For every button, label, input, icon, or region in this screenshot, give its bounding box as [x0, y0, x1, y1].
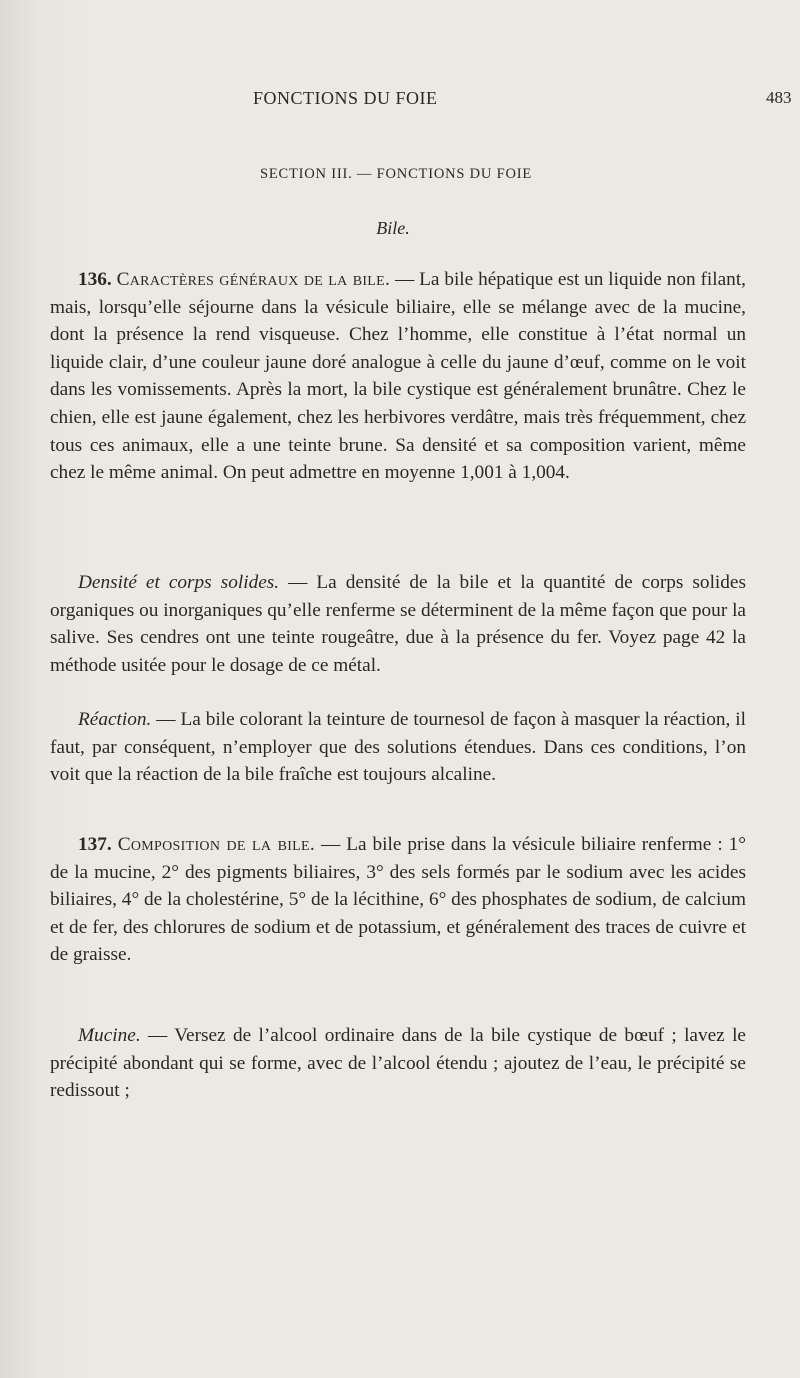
paragraph-text: — La bile colorant la teinture de tournesol de façon à masquer la réaction, il faut, par conséquent, n’employer que des solutions étendues. Dans ces conditions, l’on voit que la réaction de la bile fraîche est toujours alcaline.	[50, 709, 746, 786]
paragraph-136	[50, 266, 746, 487]
subheading: Bile.	[376, 218, 410, 238]
paragraph-heading: Mucine.	[78, 1025, 141, 1046]
paragraph-number: 137.	[78, 834, 112, 855]
paragraph-heading: Réaction.	[78, 709, 152, 730]
paragraph-densite	[50, 569, 746, 679]
running-head	[0, 88, 800, 112]
paragraph-heading: Densité et corps solides.	[78, 572, 280, 593]
paragraph-text: — La bile prise dans la vésicule biliaire renferme : 1° de la mucine, 2° des pigments biliaires, 3° des sels formés par le sodium avec les acides biliaires, 4° de la cholestérine, 5° de la lécithine, 6° des phosphates de sodium, de calcium et de fer, des chlorures de sodium et de potassium, et généralement des traces de cuivre et de graisse.	[50, 834, 747, 966]
running-head-title: FONCTIONS DU FOIE	[253, 88, 438, 108]
paragraph-text: — La bile hépatique est un liquide non filant, mais, lorsqu’elle séjourne dans la vésicule biliaire, elle se mélange avec de la mucine, dont la présence la rend visqueuse. Chez l’homme, elle constitue à l’état normal un liquide clair, d’une couleur jaune doré analogue à celle du jaune d’œuf, comme on le voit dans les vomissements. Après la mort, la bile cystique est généralement brunâtre. Chez le chien, elle est jaune également, chez les herbivores verdâtre, mais très fréquemment, chez tous ces animaux, elle a une teinte brune. Sa densité et sa composition varient, même chez le même animal. On peut admettre en moyenne 1,001 à 1,004.	[50, 269, 747, 484]
paragraph-mucine	[50, 1022, 746, 1105]
section-heading: SECTION III. — FONCTIONS DU FOIE	[259, 166, 533, 182]
paragraph-text: — La densité de la bile et la quantité de corps solides organiques ou inorganiques qu’elle renferme se déterminent de la même façon que pour la salive. Ses cendres ont une teinte rougeâtre, due à la présence du fer. Voyez page 42 la méthode usitée pour le dosage de ce métal.	[50, 572, 746, 676]
paragraph-137	[50, 831, 746, 969]
paragraph-heading: Caractères généraux de la bile.	[116, 269, 391, 290]
page-number: 483	[766, 88, 792, 107]
paragraph-reaction	[50, 706, 746, 789]
paragraph-text: — Versez de l’alcool ordinaire dans de la bile cystique de bœuf ; lavez le précipité abondant qui se forme, avec de l’alcool étendu ; ajoutez de l’eau, le précipité se redissout ;	[50, 1025, 746, 1102]
paragraph-number: 136.	[78, 269, 112, 290]
paragraph-heading: Composition de la bile.	[117, 834, 315, 855]
